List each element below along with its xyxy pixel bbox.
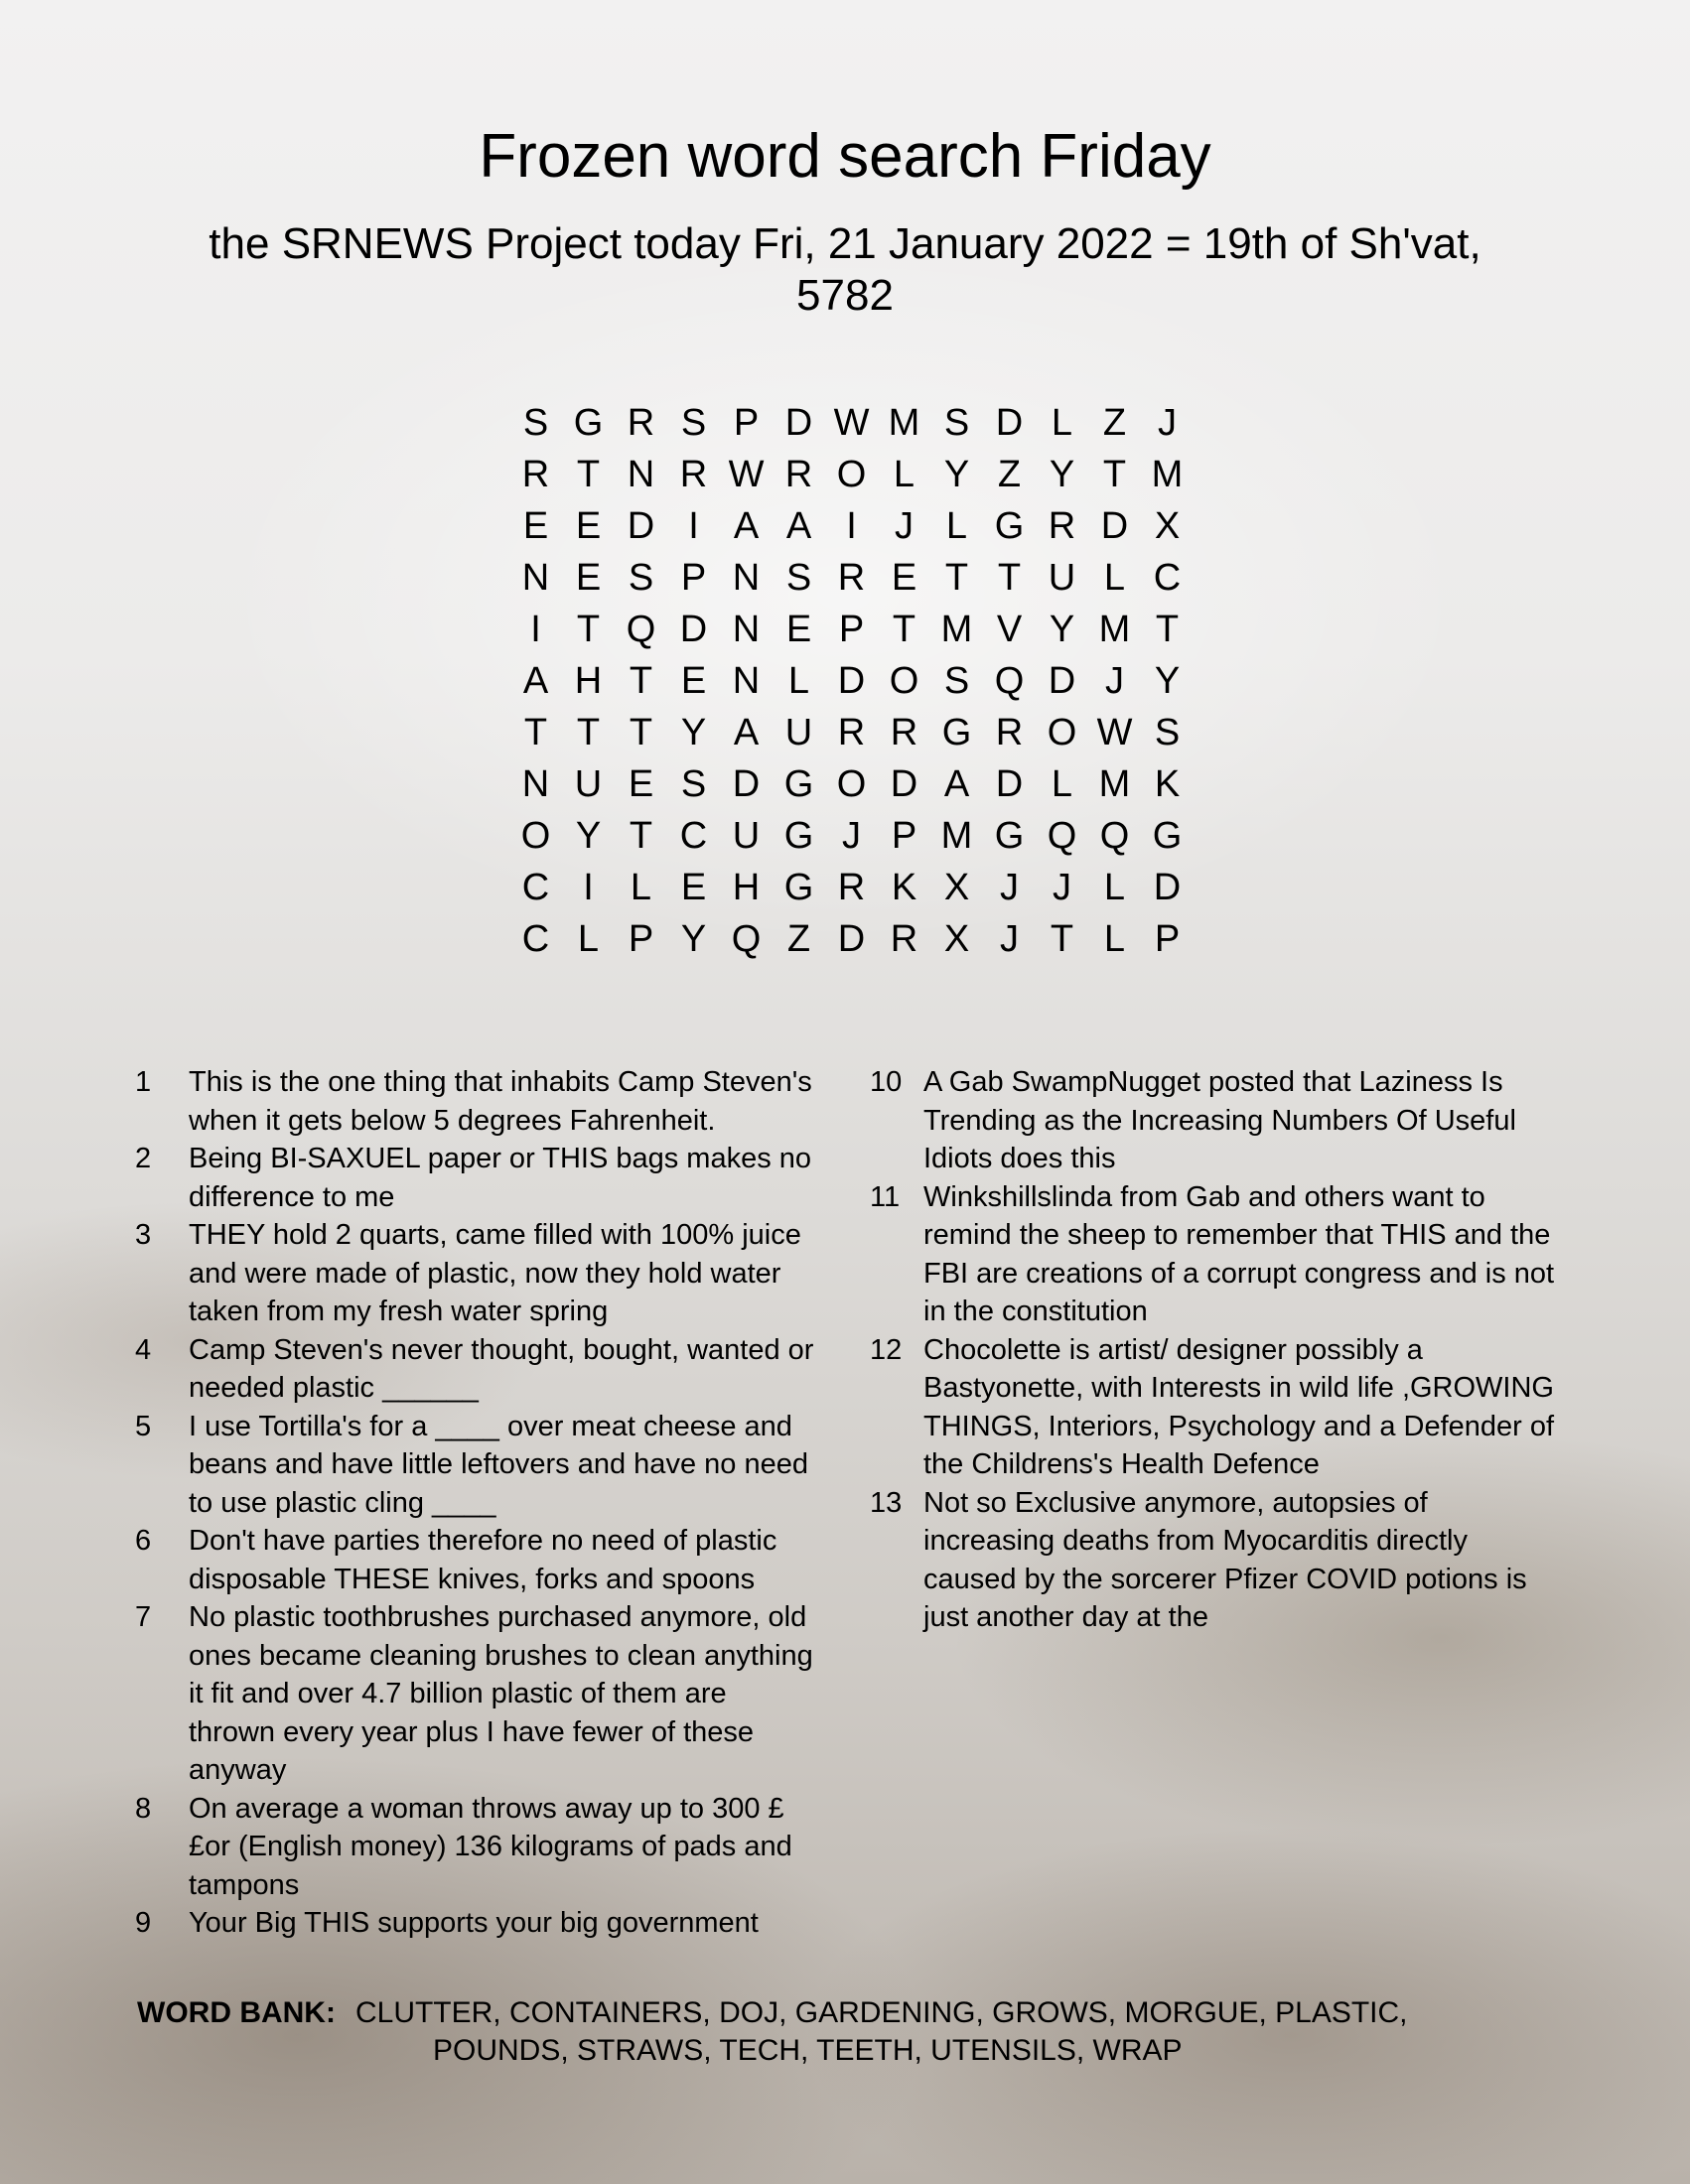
- grid-letter: L: [1103, 867, 1126, 908]
- letter-grid: [509, 397, 1194, 965]
- grid-letter: S: [680, 402, 707, 444]
- grid-letter: R: [995, 712, 1024, 753]
- grid-letter: R: [837, 867, 866, 908]
- grid-letter: Q: [1099, 815, 1130, 857]
- grid-letter: A: [522, 660, 549, 702]
- grid-letter: V: [996, 609, 1023, 650]
- grid-letter: R: [837, 557, 866, 599]
- grid-letter: T: [576, 712, 601, 753]
- grid-letter: D: [1153, 867, 1182, 908]
- grid-letter: L: [893, 454, 915, 495]
- grid-letter: S: [1154, 712, 1181, 753]
- grid-letter: R: [890, 712, 918, 753]
- grid-letter: Z: [1102, 402, 1127, 444]
- grid-letter: H: [574, 660, 603, 702]
- clue-number: 5: [135, 1410, 152, 1442]
- grid-letter: R: [890, 918, 918, 960]
- grid-letter: Q: [1047, 815, 1077, 857]
- grid-letter: S: [628, 557, 654, 599]
- grid-letter: L: [787, 660, 810, 702]
- clue-text: On average a woman throws away up to 300 ££or (English money) 136 kilograms of pads and tampons: [189, 1792, 792, 1901]
- clue-item: [135, 1331, 820, 1408]
- grid-letter: L: [1103, 557, 1126, 599]
- grid-letter: U: [732, 815, 761, 857]
- clue-item: [135, 1140, 820, 1216]
- grid-letter: N: [732, 609, 761, 650]
- grid-letter: I: [688, 505, 699, 547]
- grid-letter: X: [1154, 505, 1181, 547]
- grid-letter: O: [520, 815, 551, 857]
- grid-letter: G: [783, 763, 814, 805]
- grid-letter: E: [680, 660, 707, 702]
- clue-text: No plastic toothbrushes purchased anymore, old ones became cleaning brushes to clean anything it fit and over 4.7 billion plastic of them are thrown every year plus I have fewer of these anyway: [189, 1601, 813, 1786]
- grid-letter: N: [732, 660, 761, 702]
- clue-item: [135, 1598, 820, 1790]
- grid-letter: E: [785, 609, 812, 650]
- clue-number: 3: [135, 1219, 152, 1251]
- page-title: Frozen word search Friday: [479, 122, 1211, 191]
- grid-letter: N: [521, 557, 550, 599]
- clue-item: [135, 1063, 820, 1140]
- grid-letter: L: [1103, 918, 1126, 960]
- grid-letter: E: [575, 557, 602, 599]
- clue-list: [135, 1063, 1555, 1967]
- grid-letter: K: [1154, 763, 1181, 805]
- grid-letter: U: [574, 763, 603, 805]
- grid-letter: T: [629, 660, 653, 702]
- clue-text: Your Big THIS supports your big government: [189, 1907, 759, 1939]
- grid-letter: C: [521, 918, 550, 960]
- clue-number: 10: [870, 1066, 903, 1098]
- grid-letter: T: [1155, 609, 1180, 650]
- clue-item: [870, 1178, 1555, 1331]
- grid-letter: T: [997, 557, 1022, 599]
- clue-text: Not so Exclusive anymore, autopsies of increasing deaths from Myocarditis directly caused by the sorcerer Pfizer COVID potions is just another day at the: [923, 1486, 1527, 1633]
- word-bank-line-2: POUNDS, STRAWS, TECH, TEETH, UTENSILS, WRAP: [433, 2034, 1183, 2067]
- grid-letter: D: [837, 918, 866, 960]
- grid-letter: D: [890, 763, 918, 805]
- grid-letter: Y: [1049, 454, 1075, 495]
- grid-letter: W: [728, 454, 765, 495]
- grid-letter: D: [1100, 505, 1129, 547]
- clue-number: 1: [135, 1066, 152, 1098]
- grid-letter: O: [889, 660, 919, 702]
- grid-letter: R: [837, 712, 866, 753]
- grid-letter: L: [1051, 402, 1073, 444]
- clue-item: [870, 1331, 1555, 1484]
- word-bank-line-1: CLUTTER, CONTAINERS, DOJ, GARDENING, GROWS, MORGUE, PLASTIC,: [354, 1996, 1408, 2029]
- grid-letter: T: [629, 712, 653, 753]
- grid-letter: G: [994, 505, 1025, 547]
- grid-letter: U: [1048, 557, 1076, 599]
- grid-letter: L: [577, 918, 600, 960]
- grid-letter: J: [1105, 660, 1124, 702]
- clue-item: [870, 1063, 1555, 1178]
- grid-letter: G: [783, 867, 814, 908]
- grid-letter: T: [1050, 918, 1074, 960]
- grid-letter: A: [733, 505, 760, 547]
- grid-letter: M: [1098, 763, 1131, 805]
- grid-letter: G: [994, 815, 1025, 857]
- grid-letter: I: [583, 867, 594, 908]
- grid-letter: P: [733, 402, 760, 444]
- grid-letter: G: [573, 402, 604, 444]
- clue-number: 13: [870, 1486, 903, 1519]
- grid-letter: Z: [786, 918, 811, 960]
- word-bank-label: WORD BANK:: [137, 1996, 336, 2029]
- grid-letter: J: [1053, 867, 1071, 908]
- clue-text: A Gab SwampNugget posted that Laziness Is Trending as the Increasing Numbers Of Useful Idiots does this: [923, 1066, 1516, 1174]
- clue-number: 11: [870, 1180, 901, 1213]
- clue-number: 4: [135, 1333, 152, 1366]
- grid-letter: O: [1047, 712, 1077, 753]
- grid-letter: U: [784, 712, 813, 753]
- grid-letter: S: [943, 402, 970, 444]
- grid-letter: T: [944, 557, 969, 599]
- grid-letter: M: [940, 815, 973, 857]
- clue-item: [135, 1522, 820, 1598]
- clue-number: 12: [870, 1333, 903, 1366]
- clue-number: 7: [135, 1601, 152, 1633]
- clue-text: Winkshillslinda from Gab and others want to remind the sheep to remember that THIS and the FBI are creations of a corrupt congress and is not in the constitution: [923, 1180, 1555, 1327]
- clue-item: [135, 1790, 820, 1905]
- grid-letter: D: [995, 402, 1024, 444]
- grid-letter: A: [943, 763, 970, 805]
- grid-letter: L: [945, 505, 968, 547]
- grid-letter: W: [833, 402, 870, 444]
- grid-letter: S: [680, 763, 707, 805]
- grid-letter: M: [1151, 454, 1184, 495]
- grid-letter: G: [1152, 815, 1183, 857]
- grid-letter: M: [1098, 609, 1131, 650]
- grid-letter: T: [523, 712, 548, 753]
- grid-letter: D: [732, 763, 761, 805]
- grid-letter: N: [732, 557, 761, 599]
- page-subtitle: the SRNEWS Project today Fri, 21 January 2022 = 19th of Sh'vat, 5782: [209, 219, 1481, 320]
- grid-letter: R: [627, 402, 655, 444]
- grid-letter: D: [627, 505, 655, 547]
- grid-letter: J: [1000, 867, 1019, 908]
- grid-letter: G: [783, 815, 814, 857]
- grid-letter: Q: [626, 609, 656, 650]
- clue-item: [135, 1216, 820, 1331]
- grid-letter: M: [940, 609, 973, 650]
- grid-letter: P: [680, 557, 707, 599]
- grid-letter: N: [627, 454, 655, 495]
- grid-letter: G: [941, 712, 972, 753]
- grid-letter: D: [1048, 660, 1076, 702]
- clue-number: 2: [135, 1143, 152, 1174]
- grid-letter: D: [995, 763, 1024, 805]
- clue-text: Being BI-SAXUEL paper or THIS bags makes no difference to me: [189, 1143, 812, 1213]
- grid-letter: P: [838, 609, 865, 650]
- grid-letter: L: [1051, 763, 1073, 805]
- grid-letter: Y: [680, 918, 707, 960]
- grid-letter: T: [629, 815, 653, 857]
- grid-letter: I: [530, 609, 541, 650]
- grid-letter: P: [891, 815, 917, 857]
- grid-letter: C: [521, 867, 550, 908]
- grid-letter: Q: [994, 660, 1025, 702]
- grid-letter: Y: [575, 815, 602, 857]
- grid-letter: Y: [680, 712, 707, 753]
- grid-letter: Z: [997, 454, 1022, 495]
- grid-letter: E: [680, 867, 707, 908]
- clue-text: Don't have parties therefore no need of plastic disposable THESE knives, forks and spoons: [189, 1525, 777, 1595]
- clue-item: [135, 1904, 820, 1943]
- grid-letter: A: [733, 712, 760, 753]
- grid-letter: T: [576, 454, 601, 495]
- grid-letter: R: [521, 454, 550, 495]
- grid-letter: P: [1154, 918, 1181, 960]
- grid-letter: Y: [1049, 609, 1075, 650]
- grid-letter: H: [732, 867, 761, 908]
- grid-letter: X: [943, 918, 970, 960]
- grid-letter: L: [630, 867, 652, 908]
- grid-letter: T: [1102, 454, 1127, 495]
- word-bank: [137, 1994, 1557, 2070]
- grid-letter: A: [785, 505, 812, 547]
- grid-letter: O: [836, 454, 867, 495]
- grid-letter: Y: [1154, 660, 1181, 702]
- grid-letter: X: [943, 867, 970, 908]
- grid-letter: J: [895, 505, 914, 547]
- grid-letter: T: [576, 609, 601, 650]
- grid-letter: D: [837, 660, 866, 702]
- grid-letter: E: [891, 557, 917, 599]
- grid-letter: O: [836, 763, 867, 805]
- clue-item: [870, 1484, 1555, 1637]
- grid-letter: S: [785, 557, 812, 599]
- grid-letter: R: [679, 454, 708, 495]
- clue-text: I use Tortilla's for a ____ over meat cheese and beans and have little leftovers and have no need to use plastic cling ____: [189, 1410, 808, 1519]
- grid-letter: C: [679, 815, 708, 857]
- grid-letter: I: [846, 505, 857, 547]
- grid-letter: Y: [943, 454, 970, 495]
- clue-text: Chocolette is artist/ designer possibly a Bastyonette, with Interests in wild life ,GROWING THINGS, Interiors, Psychology and a Defender of the Childrens's Health Defence: [923, 1333, 1555, 1480]
- grid-letter: S: [943, 660, 970, 702]
- grid-letter: D: [679, 609, 708, 650]
- grid-letter: C: [1153, 557, 1182, 599]
- clue-number: 8: [135, 1792, 152, 1825]
- grid-letter: J: [1158, 402, 1177, 444]
- clue-item: [135, 1408, 820, 1523]
- grid-letter: R: [1048, 505, 1076, 547]
- grid-letter: N: [521, 763, 550, 805]
- clue-number: 9: [135, 1907, 152, 1939]
- grid-letter: Q: [731, 918, 762, 960]
- grid-letter: E: [522, 505, 549, 547]
- grid-letter: E: [575, 505, 602, 547]
- grid-letter: K: [891, 867, 917, 908]
- grid-letter: M: [888, 402, 920, 444]
- clue-text: Camp Steven's never thought, bought, wanted or needed plastic ______: [189, 1333, 814, 1404]
- clue-text: This is the one thing that inhabits Camp Steven's when it gets below 5 degrees Fahrenheit.: [189, 1066, 812, 1137]
- grid-letter: R: [784, 454, 813, 495]
- grid-letter: T: [892, 609, 916, 650]
- grid-letter: J: [842, 815, 861, 857]
- clue-text: THEY hold 2 quarts, came filled with 100% juice and were made of plastic, now they hold water taken from my fresh water spring: [189, 1219, 801, 1327]
- grid-letter: W: [1096, 712, 1133, 753]
- grid-letter: D: [784, 402, 813, 444]
- grid-letter: P: [628, 918, 654, 960]
- grid-letter: S: [522, 402, 549, 444]
- grid-letter: J: [1000, 918, 1019, 960]
- clue-number: 6: [135, 1525, 152, 1557]
- grid-letter: E: [628, 763, 654, 805]
